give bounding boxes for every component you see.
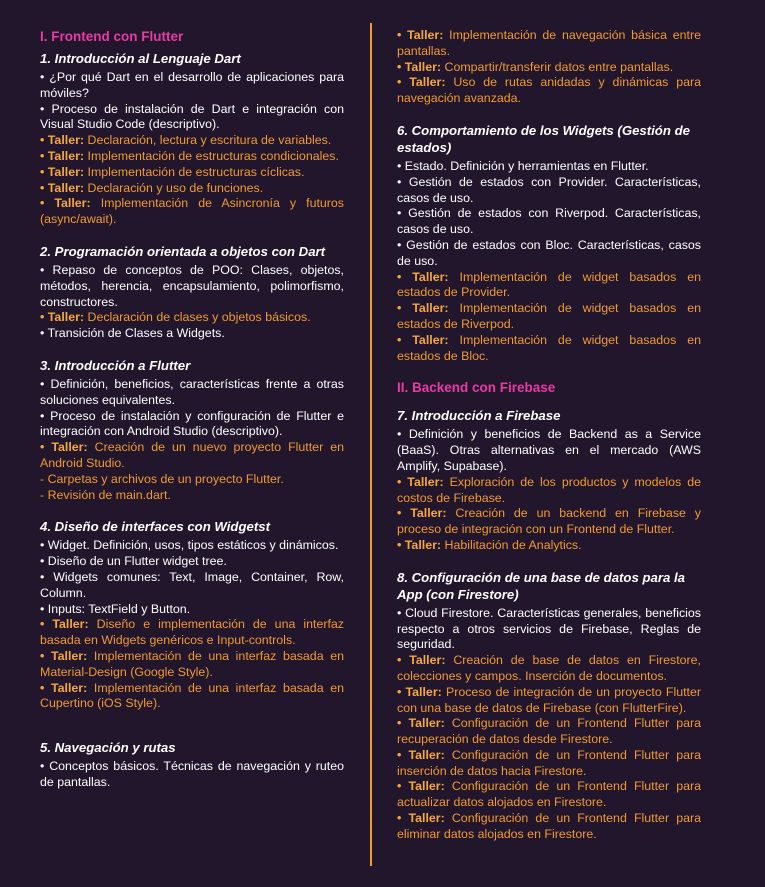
workshop-item [397, 685, 701, 717]
workshop-item [397, 506, 701, 538]
workshop-text: Proceso de integración de un proyecto Flutter con una base de datos de Firebase (con FlutterFire). [397, 684, 701, 715]
workshop-label: • Taller: [397, 506, 447, 521]
workshop-text: Declaración y uso de funciones. [87, 180, 264, 195]
topic-text: Inputs: TextField y Button. [47, 601, 191, 616]
workshop-text: Implementación de widget basados en estados de Riverpod. [397, 301, 702, 331]
workshop-text: Declaración de clases y objetos básicos. [87, 310, 311, 325]
section-title: 3. Introducción a Flutter [40, 357, 191, 373]
workshop-item [397, 28, 701, 60]
topic-text: Cloud Firestore. Características generales, beneficios respecto a otros servicios de Firebase, Reglas de seguridad. [397, 605, 701, 652]
bullet-icon: • [397, 605, 406, 620]
topic-text: Widgets comunes: Text, Image, Container, Row, Column. [40, 569, 345, 600]
workshop-text: Creación de un nuevo proyecto Flutter en Android Studio. [40, 440, 344, 470]
workshop-label: • Taller: [397, 684, 442, 699]
topic-text: Estado. Definición y herramientas en Flutter. [404, 158, 649, 173]
workshop-label: • Taller: [40, 148, 85, 163]
workshop-item [397, 270, 701, 302]
course-section [40, 739, 344, 791]
sub-item-text: Revisión de main.dart. [47, 487, 171, 502]
topic-text: Repaso de conceptos de POO: Clases, objetos, métodos, herencia, encapsulamiento, polimorfismo, constructores. [40, 262, 345, 309]
topic-text: Definición, beneficios, características frente a otras soluciones equivalentes. [40, 376, 345, 407]
topic-item [40, 377, 344, 409]
workshop-text: Configuración de un Frontend Flutter para actualizar datos alojados en Firestore. [397, 779, 701, 810]
workshop-label: • Taller: [397, 474, 444, 489]
section-title: 2. Programación orientada a objetos con Dart [40, 243, 326, 259]
dash-bullet: - [40, 487, 48, 502]
bullet-icon: • [40, 554, 48, 569]
topic-item [397, 606, 701, 653]
topic-text: ¿Por qué Dart en el desarrollo de aplicaciones para móviles? [40, 70, 344, 100]
topic-text: Gestión de estados con Bloc. Características, casos de uso. [397, 237, 701, 268]
workshop-label: • Taller: [397, 716, 445, 731]
workshop-text: Implementación de navegación básica entre pantallas. [397, 28, 701, 58]
bullet-icon: • [40, 408, 51, 423]
topic-item [40, 602, 344, 618]
topic-item [397, 159, 701, 175]
topic-item [40, 554, 344, 570]
section-title: 7. Introducción a Firebase [397, 408, 561, 424]
workshop-text: Configuración de un Frontend Flutter para inserción de datos hacia Firestore. [397, 747, 701, 778]
workshop-label: • Taller: [40, 133, 85, 148]
course-section [397, 569, 701, 843]
topic-item [397, 427, 701, 474]
workshop-item [397, 538, 701, 554]
bullet-icon: • [397, 427, 409, 442]
workshop-label: • Taller: [397, 75, 446, 90]
sub-item-text: Carpetas y archivos de un proyecto Flutter. [47, 471, 284, 486]
workshop-item [40, 310, 344, 326]
topic-text: Proceso de instalación de Dart e integración con Visual Studio Code (descriptivo). [40, 101, 345, 132]
topic-text: Diseño de un Flutter widget tree. [47, 554, 227, 569]
part-title-frontend: I. Frontend con Flutter [40, 29, 184, 44]
course-section [40, 357, 344, 503]
workshop-label: • Taller: [397, 269, 449, 284]
left-sections [40, 50, 344, 791]
workshop-label: • Taller: [397, 537, 442, 552]
workshop-item [40, 133, 344, 149]
workshop-label: • Taller: [40, 680, 88, 695]
workshop-text: Declaración, lectura y escritura de variables. [87, 133, 332, 148]
workshop-item [397, 333, 701, 365]
topic-item [397, 238, 701, 270]
part-title-backend: II. Backend con Firebase [397, 380, 556, 396]
right-sections-b [397, 407, 701, 842]
right-sections-a [397, 122, 701, 364]
sub-item [40, 472, 344, 488]
workshop-item [397, 716, 701, 748]
sub-item [40, 488, 344, 504]
bullet-icon: • [40, 70, 50, 84]
course-section [397, 407, 701, 553]
section-title: 8. Configuración de una base de datos para la App (con Firestore) [397, 569, 685, 602]
section-title: 5. Navegación y rutas [40, 740, 176, 756]
bullet-icon: • [40, 569, 54, 584]
workshop-label: • Taller: [397, 59, 442, 74]
workshop-text: Implementación de widget basados en estados de Provider. [397, 269, 702, 300]
column-divider [370, 23, 372, 866]
workshop-item [40, 181, 344, 197]
dash-bullet: - [40, 471, 48, 486]
topic-text: Proceso de instalación y configuración de Flutter e integración con Android Studio (descriptivo). [40, 408, 345, 439]
section-5-continued [397, 28, 701, 107]
topic-item [40, 409, 344, 441]
topic-item [40, 759, 344, 791]
bullet-icon: • [397, 237, 407, 252]
workshop-item [397, 301, 701, 333]
workshop-item [397, 748, 701, 780]
bullet-icon: • [40, 759, 50, 774]
workshop-label: • Taller: [397, 747, 445, 762]
workshop-text: Implementación de una interfaz basada en Cupertino (iOS Style). [40, 680, 345, 711]
workshop-label: • Taller: [40, 617, 89, 632]
workshop-text: Configuración de un Frontend Flutter para recuperación de datos desde Firestore. [397, 716, 701, 747]
topic-text: Definición y beneficios de Backend as a Service (BaaS). Otras alternativas en el mercado (AWS Amplify, Supabase). [397, 427, 702, 473]
topic-item [40, 570, 344, 602]
workshop-text: Implementación de una interfaz basada en Material-Design (Google Style). [40, 648, 345, 679]
left-column [40, 28, 344, 806]
workshop-item [397, 75, 701, 107]
bullet-icon: • [40, 101, 52, 116]
right-column [397, 28, 701, 858]
workshop-label: • Taller: [397, 332, 449, 347]
bullet-icon: • [397, 206, 409, 221]
workshop-label: • Taller: [40, 310, 85, 325]
workshop-label: • Taller: [40, 648, 88, 663]
bullet-icon: • [40, 538, 48, 553]
workshop-item [40, 149, 344, 165]
workshop-text: Implementación de widget basados en estados de Bloc. [397, 332, 702, 363]
section-title: 1. Introducción al Lenguaje Dart [40, 51, 241, 66]
course-section [40, 518, 344, 712]
workshop-text: Exploración de los productos y modelos de costos de Firebase. [397, 474, 701, 505]
workshop-text: Compartir/transferir datos entre pantallas. [444, 59, 674, 74]
topic-text: Gestión de estados con Riverpod. Características, casos de uso. [397, 206, 702, 237]
workshop-item [40, 196, 344, 228]
workshop-item [397, 653, 701, 685]
bullet-icon: • [40, 326, 48, 341]
topic-text: Widget. Definición, usos, tipos estáticos y dinámicos. [47, 538, 339, 553]
workshop-item [40, 617, 344, 649]
course-section [40, 50, 344, 228]
topic-item [40, 70, 344, 102]
workshop-label: • Taller: [397, 779, 445, 794]
topic-text: Conceptos básicos. Técnicas de navegación y ruteo de pantallas. [40, 759, 344, 789]
workshop-label: • Taller: [40, 440, 88, 455]
workshop-item [40, 165, 344, 181]
workshop-item [397, 779, 701, 811]
topic-item [397, 206, 701, 238]
bullet-icon: • [397, 158, 405, 173]
bullet-icon: • [40, 376, 51, 391]
topic-item [40, 538, 344, 554]
topic-item [40, 102, 344, 134]
workshop-item [40, 649, 344, 681]
workshop-label: • Taller: [397, 811, 445, 826]
bullet-icon: • [40, 262, 53, 277]
topic-item [397, 175, 701, 207]
bullet-icon: • [397, 174, 409, 189]
workshop-item [397, 60, 701, 76]
workshop-text: Implementación de estructuras cíclicas. [87, 164, 305, 179]
workshop-label: • Taller: [397, 301, 449, 316]
topic-item [40, 326, 344, 342]
workshop-label: • Taller: [40, 180, 85, 195]
bullet-icon: • [40, 601, 48, 616]
topic-text: Transición de Clases a Widgets. [47, 326, 225, 341]
workshop-item [40, 440, 344, 472]
workshop-label: • Taller: [40, 196, 91, 211]
topic-item [40, 263, 344, 310]
workshop-label: • Taller: [397, 653, 446, 668]
section-title: 6. Comportamiento de los Widgets (Gestión de estados) [397, 122, 690, 155]
workshop-label: • Taller: [40, 164, 85, 179]
workshop-text: Habilitación de Analytics. [444, 537, 582, 552]
workshop-item [397, 475, 701, 507]
workshop-text: Implementación de estructuras condicionales. [87, 148, 339, 163]
workshop-item [40, 681, 344, 713]
workshop-text: Implementación de Asincronía y futuros (async/await). [40, 196, 345, 227]
course-section [40, 243, 344, 342]
workshop-text: Creación de un backend en Firebase y proceso de integración con un Frontend de Flutter. [397, 506, 702, 537]
section-title: 4. Diseño de interfaces con Widgetst [40, 519, 270, 535]
workshop-item [397, 811, 701, 843]
workshop-text: Diseño e implementación de una interfaz basada en Widgets genéricos e Input-controls. [40, 617, 344, 648]
workshop-text: Uso de rutas anidadas y dinámicas para navegación avanzada. [397, 75, 702, 106]
course-section [397, 122, 701, 364]
topic-text: Gestión de estados con Provider. Características, casos de uso. [397, 174, 701, 205]
workshop-text: Configuración de un Frontend Flutter para eliminar datos alojados en Firestore. [397, 811, 701, 841]
workshop-label: • Taller: [397, 28, 444, 42]
workshop-text: Creación de base de datos en Firestore, colecciones y campos. Inserción de documentos. [397, 653, 701, 683]
